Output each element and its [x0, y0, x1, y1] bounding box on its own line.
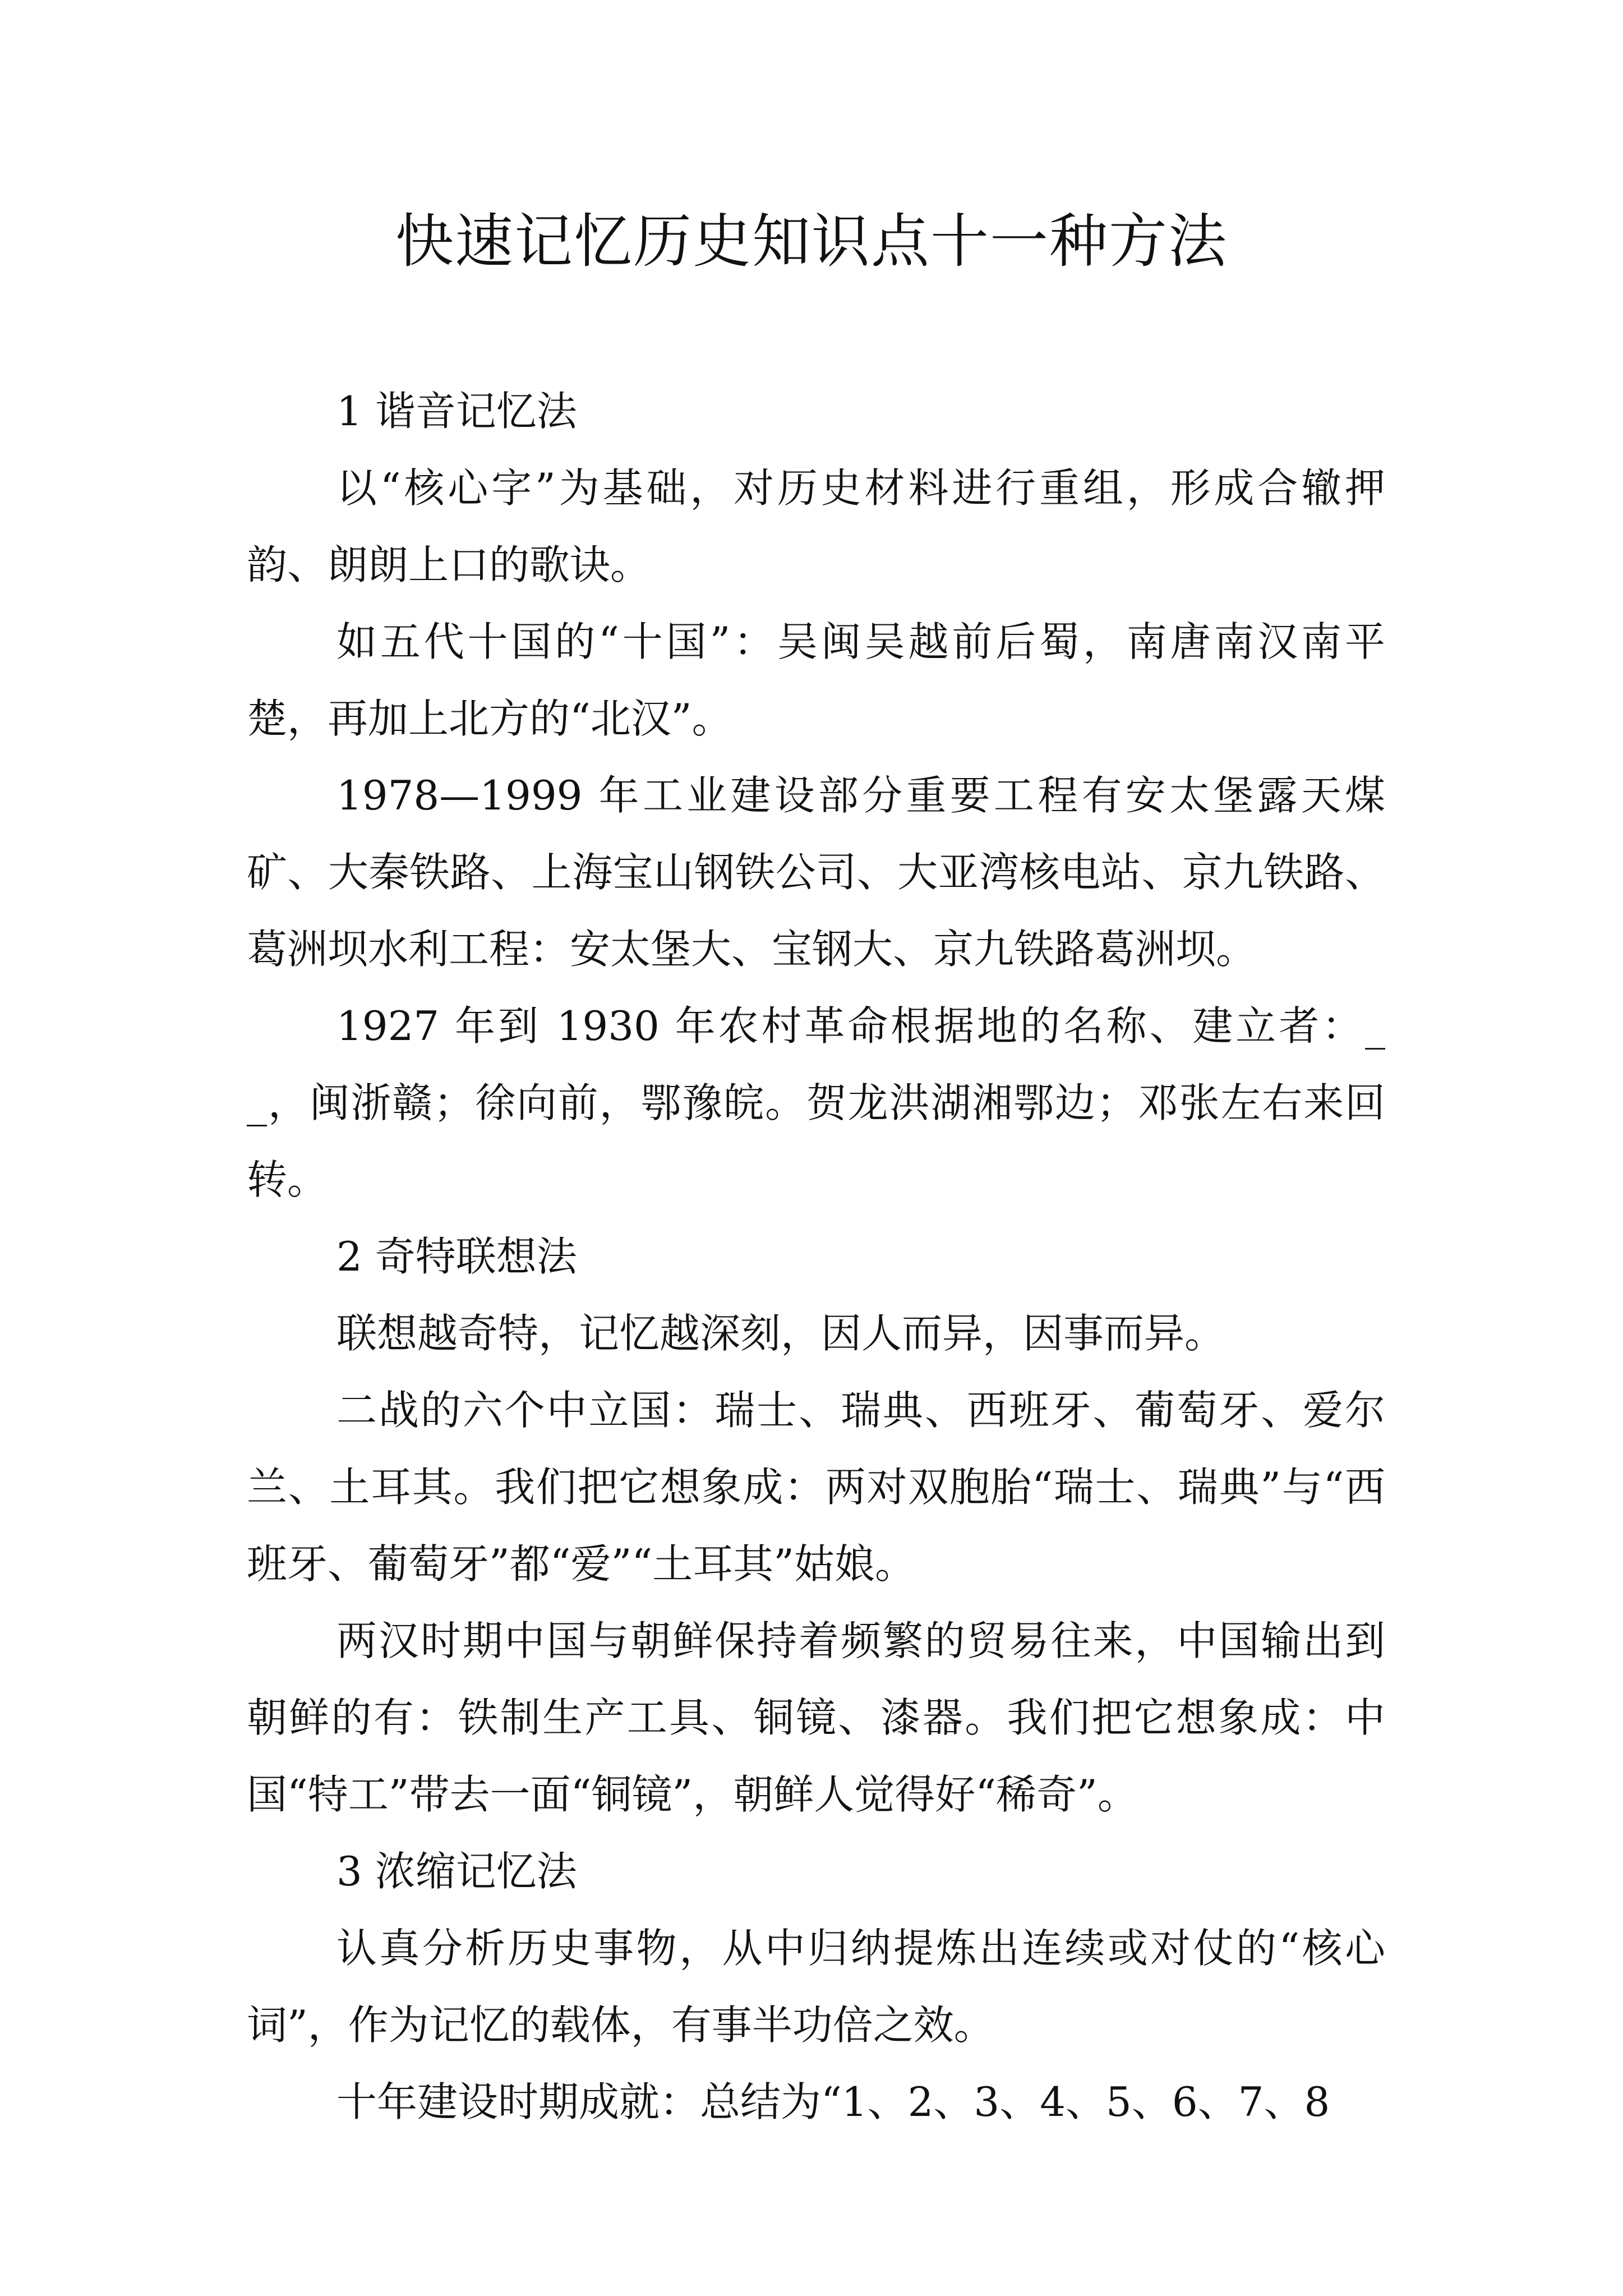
paragraph: 二战的六个中立国：瑞士、瑞典、西班牙、葡萄牙、爱尔兰、土耳其。我们把它想象成：两对双胞胎“瑞士、瑞典”与“西班牙、葡萄牙”都“爱”“土耳其”姑娘。 — [247, 1387, 1385, 1588]
paragraph: 1927 年到 1930 年农村革命根据地的名称、建立者：__，闽浙赣；徐向前，鄂豫皖。贺龙洪湖湘鄂边；邓张左右来回转。 — [247, 1002, 1385, 1203]
paragraph: 十年建设时期成就：总结为“1、2、3、4、5、6、7、8 — [336, 2078, 1330, 2125]
paragraph: 以“核心字”为基础，对历史材料进行重组，形成合辙押韵、朗朗上口的歌诀。 — [247, 464, 1385, 588]
paragraph: 如五代十国的“十国”：吴闽吴越前后蜀，南唐南汉南平楚，再加上北方的“北汉”。 — [247, 618, 1385, 742]
section-heading-homophone-method: 1 谐音记忆法 — [336, 388, 577, 435]
section-heading-association-method: 2 奇特联想法 — [336, 1233, 577, 1280]
section-heading-condensation-method: 3 浓缩记忆法 — [336, 1848, 577, 1895]
document-body — [247, 373, 1385, 2141]
paragraph: 两汉时期中国与朝鲜保持着频繁的贸易往来，中国输出到朝鲜的有：铁制生产工具、铜镜、漆器。我们把它想象成：中国“特工”带去一面“铜镜”，朝鲜人觉得好“稀奇”。 — [247, 1617, 1385, 1818]
paragraph: 联想越奇特，记忆越深刻，因人而异，因事而异。 — [336, 1310, 1225, 1357]
paragraph: 认真分析历史事物，从中归纳提炼出连续或对仗的“核心词”，作为记忆的载体，有事半功倍之效。 — [247, 1925, 1385, 2049]
page-title: 快速记忆历史知识点十一种方法 — [395, 207, 1228, 275]
paragraph: 1978—1999 年工业建设部分重要工程有安太堡露天煤矿、大秦铁路、上海宝山钢铁公司、大亚湾核电站、京九铁路、葛洲坝水利工程：安太堡大、宝钢大、京九铁路葛洲坝。 — [247, 772, 1385, 973]
